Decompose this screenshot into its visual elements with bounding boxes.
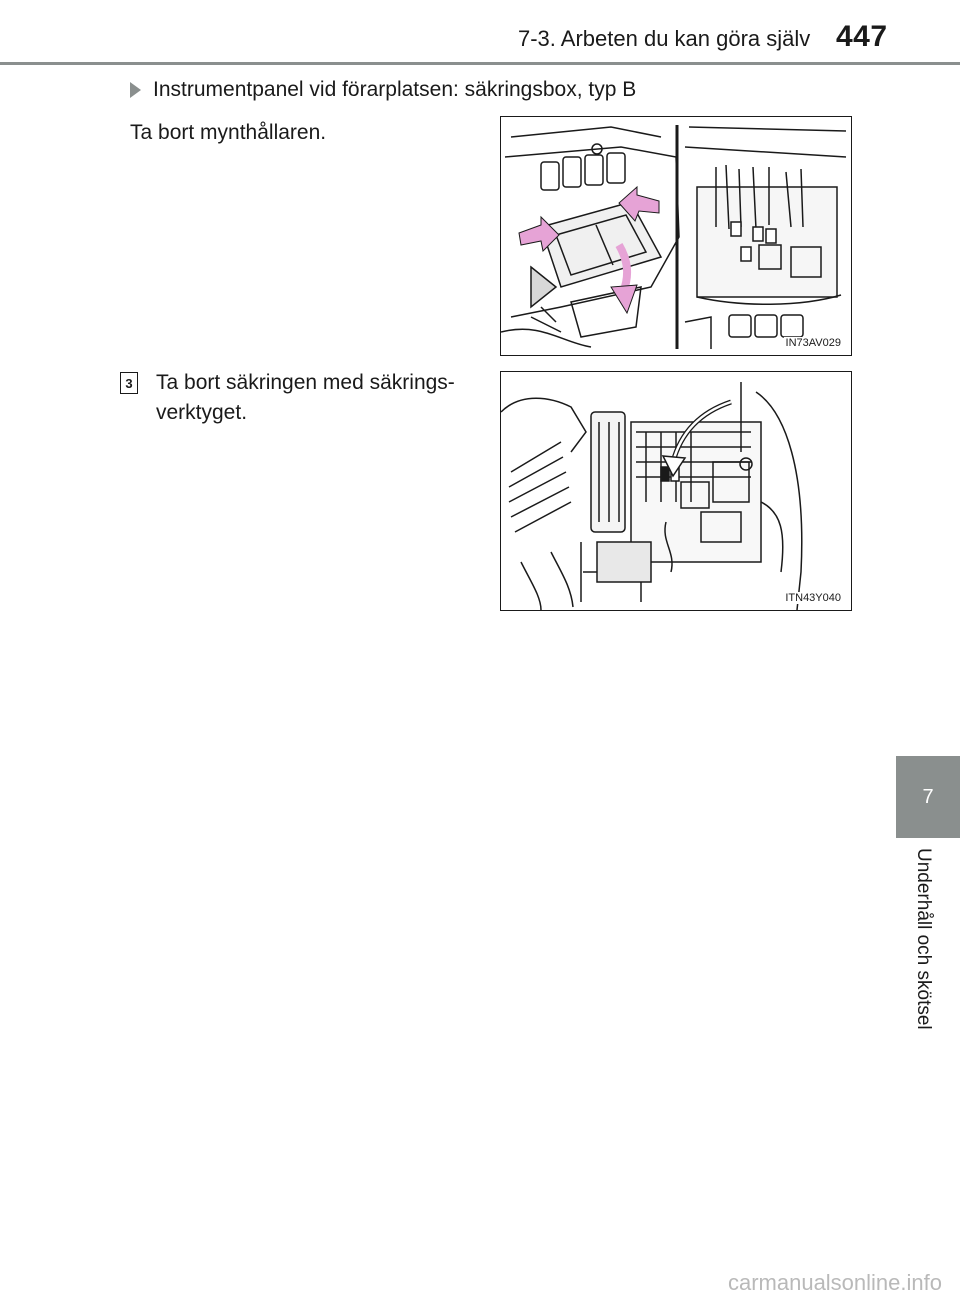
section-heading <box>130 78 636 102</box>
chapter-tab: 7 <box>896 756 960 838</box>
triangle-bullet-icon <box>130 82 141 98</box>
coin-holder-illustration <box>501 117 851 355</box>
step-instruction-line-2: verktyget. <box>156 401 248 424</box>
section-heading-text: Instrumentpanel vid förarplatsen: säkringsbox, typ B <box>153 78 637 101</box>
step-instruction-remove-coin-holder: Ta bort mynthållaren. <box>130 121 327 144</box>
chapter-tab-label: Underhåll och skötsel <box>913 848 934 1030</box>
step-number-badge: 3 <box>120 372 138 394</box>
figure-code: IN73AV029 <box>785 337 841 349</box>
chapter-section-title: 7-3. Arbeten du kan göra själv <box>518 26 811 51</box>
watermark: carmanualsonline.info <box>727 1270 942 1295</box>
figure-code: ITN43Y040 <box>785 592 841 604</box>
step-instruction-line-1: Ta bort säkringen med säkrings- <box>156 371 455 394</box>
page-number: 447 <box>836 20 888 53</box>
figure-fuse-puller <box>500 371 852 611</box>
fuse-box-illustration <box>501 372 851 610</box>
step-instruction-remove-fuse <box>156 368 486 428</box>
header-divider <box>0 62 960 65</box>
figure-coin-holder-removal <box>500 116 852 356</box>
